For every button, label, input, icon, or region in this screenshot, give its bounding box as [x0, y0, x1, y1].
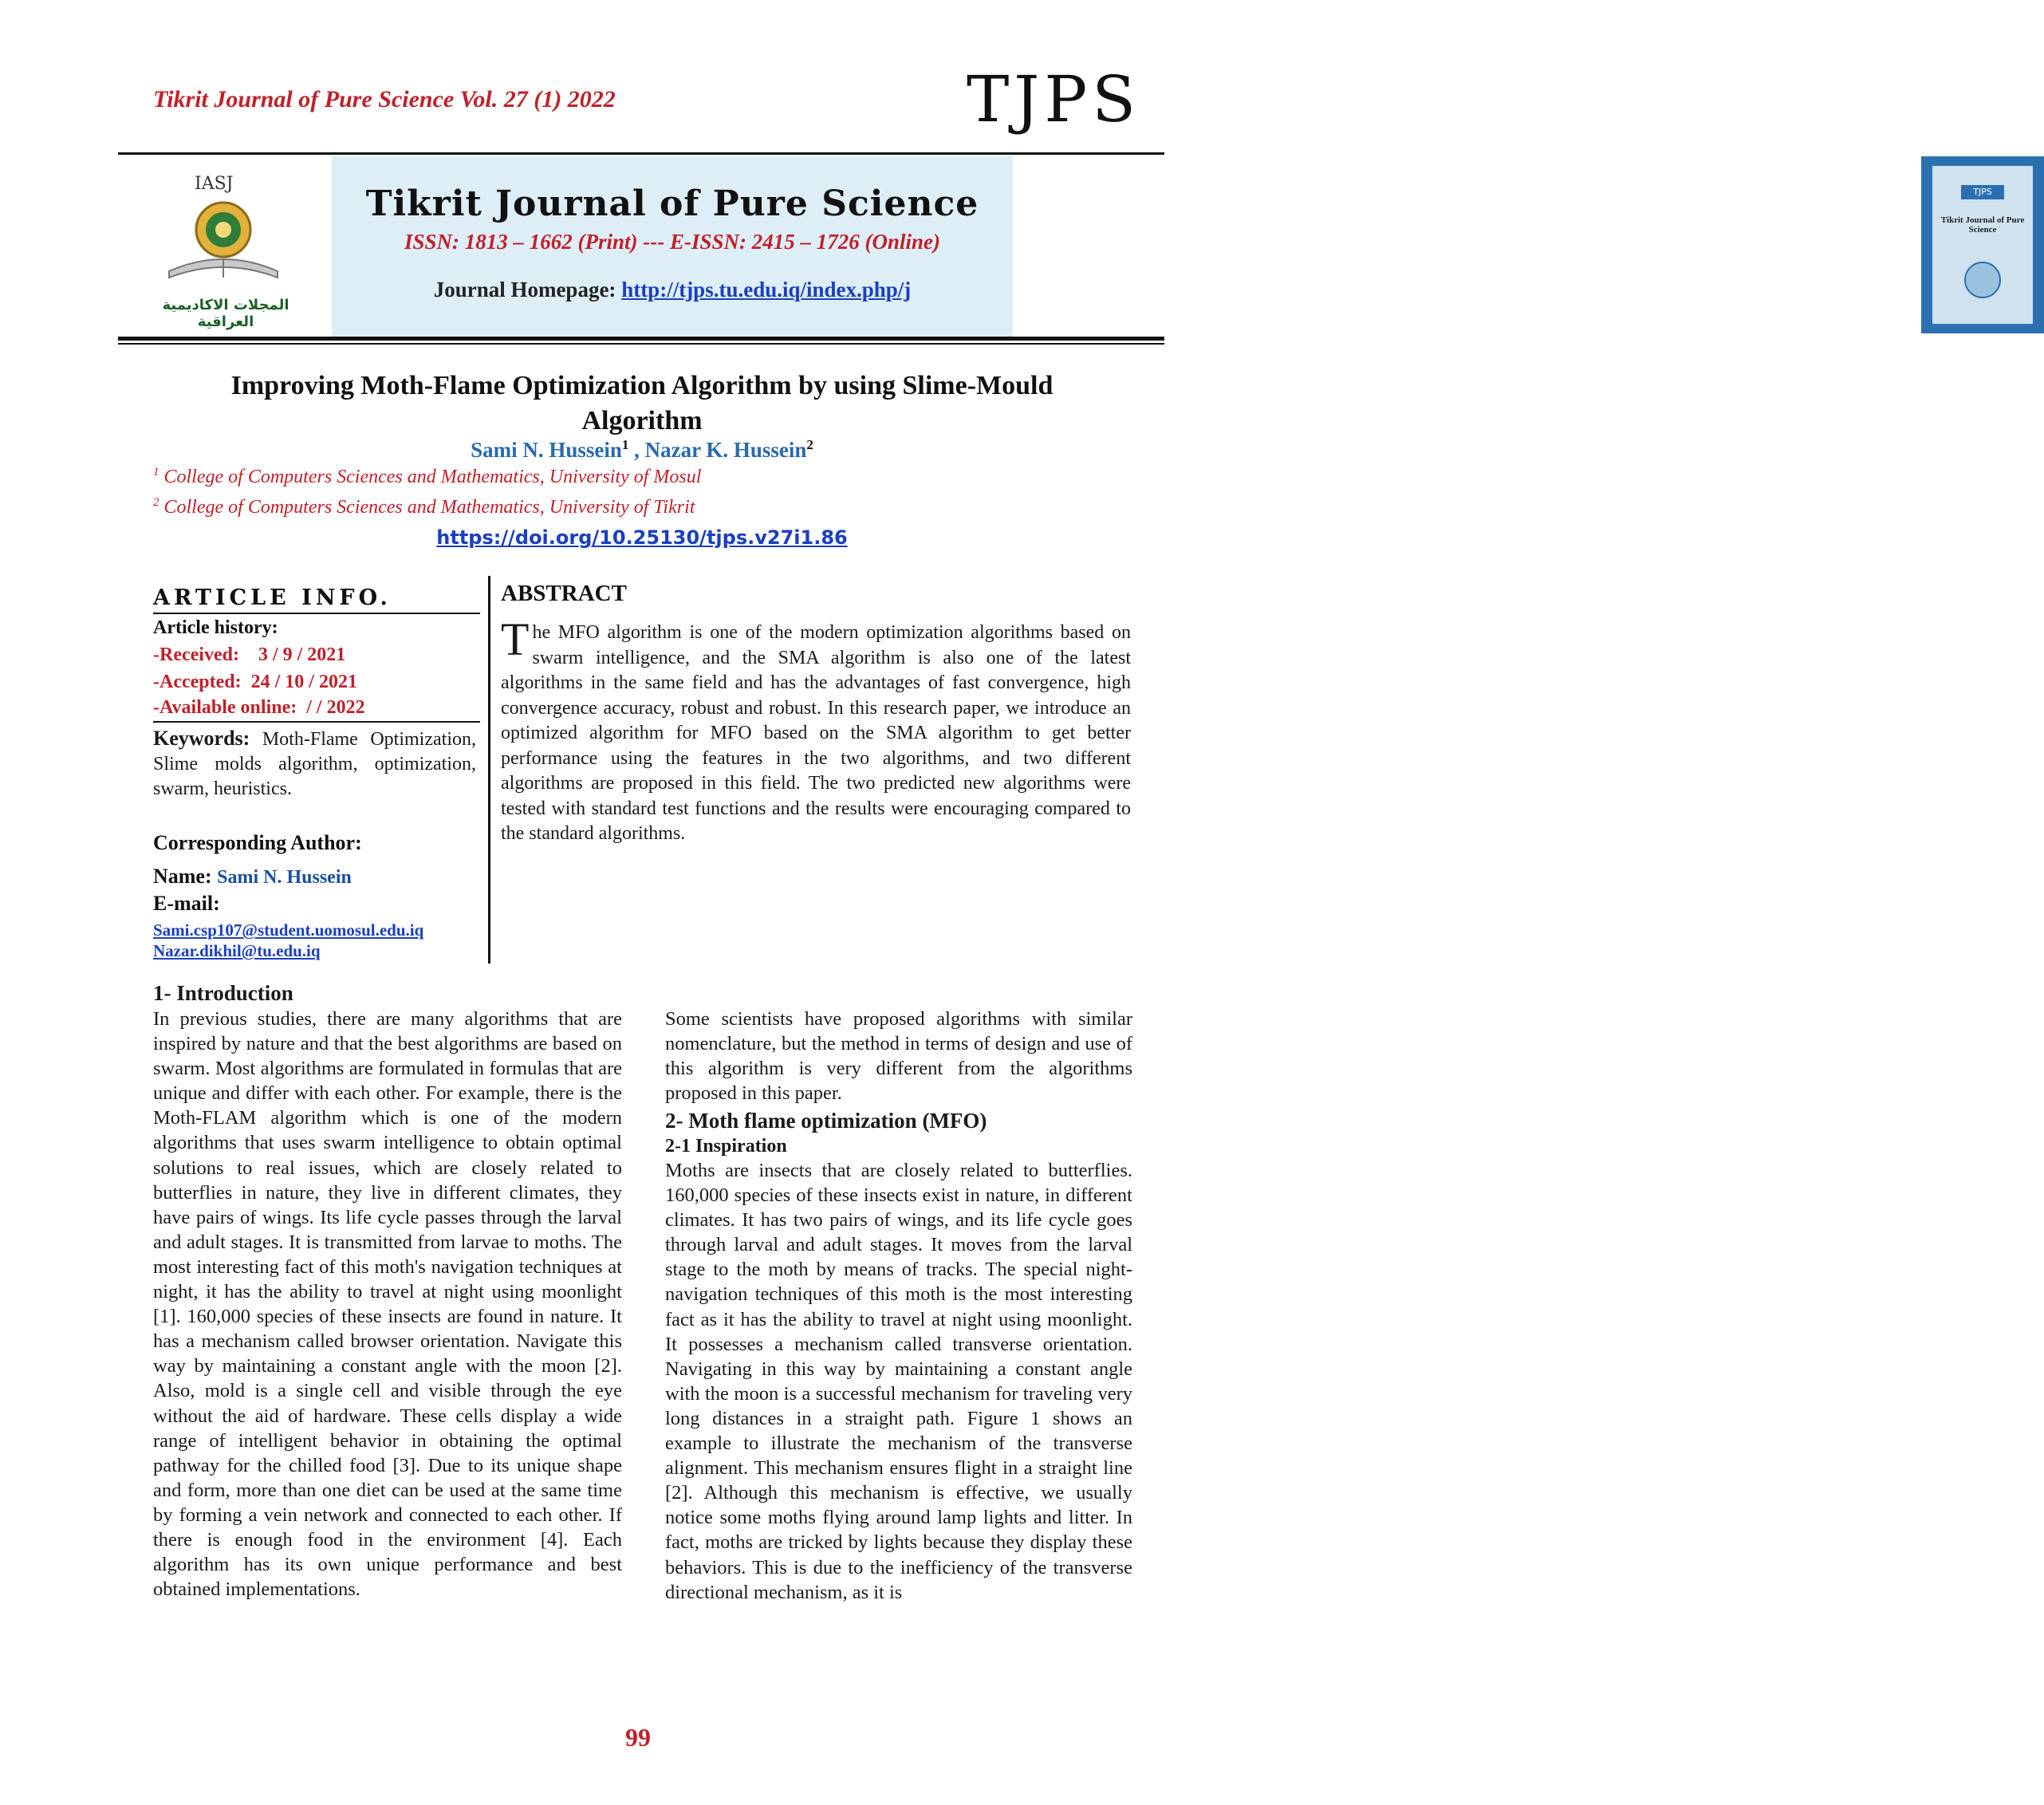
available-value: / / 2022 [301, 697, 365, 718]
iasj-logo [118, 156, 332, 337]
page-number: 99 [625, 1723, 651, 1752]
accepted-label: -Accepted: [153, 672, 242, 692]
available-row [153, 697, 365, 719]
abstract-heading: ABSTRACT [501, 581, 627, 606]
affiliation-1-text: College of Computers Sciences and Mathematics, University of Mosul [159, 467, 702, 487]
author-2: Nazar K. Hussein [644, 438, 807, 462]
inspiration-heading: 2-1 Inspiration [665, 1136, 787, 1157]
author-1: Sami N. Hussein [471, 438, 622, 462]
available-label: -Available online: [153, 697, 297, 718]
homepage-line [332, 278, 1013, 302]
abstract-dropcap: T [501, 613, 530, 665]
author-separator: , [628, 438, 645, 462]
cover-tag: TJPS [1961, 185, 2004, 199]
affiliation-2-text: College of Computers Sciences and Mathematics, University of Tikrit [159, 497, 695, 518]
cover-title: Tikrit Journal of Pure Science [1940, 215, 2025, 234]
intro-heading: 1- Introduction [153, 981, 293, 1005]
received-row [153, 644, 345, 666]
keywords-block [153, 726, 476, 802]
running-head: Tikrit Journal of Pure Science Vol. 27 (1) 2022 [153, 86, 616, 112]
paper-title-line1: Improving Moth-Flame Optimization Algorithm by using Slime-Mould [230, 371, 1054, 400]
homepage-link[interactable]: http://tjps.tu.edu.iq/index.php/j [621, 278, 912, 301]
name-label: Name: [153, 865, 218, 888]
affiliation-2-sup: 2 [153, 496, 160, 509]
right-col-paragraph-1: Some scientists have proposed algorithms with similar nomenclature, but the method in terms of design and use of this algorithm is very different from the algorithms proposed in this paper. [665, 1008, 1132, 1105]
cover-image [1921, 156, 2044, 333]
info-rule-1 [153, 613, 480, 614]
name-row [153, 865, 352, 889]
banner-center [332, 156, 1013, 337]
right-col-paragraph-2: Moths are insects that are closely related to butterflies. 160,000 species of these insects exist in nature, in different climates. It has two pairs of wings, and its life cycle goes through larval and adult stages. It moves from the larval stage to the moth by means of tracks. The special night-navigation techniques of this moth is the most interesting fact as it has the ability to travel at night using moonlight. It possesses a mechanism called transverse orientation. Navigating in this way by maintaining a constant angle with the moon is a successful mechanism for traveling very long distances in a straight path. Figure 1 shows an example to illustrate the mechanism of the transverse alignment. This mechanism ensures flight in a straight line [2]. Although this mechanism is effective, we usually notice some moths flying around lamp lights and litter. In fact, moths are tricked by lights because they display these behaviors. This is due to the inefficiency of the transverse directional mechanism, as it is [665, 1160, 1132, 1603]
abstract-body: he MFO algorithm is one of the modern optimization algorithms based on swarm intelligence, and the SMA algorithm is also one of the latest algorithms in the same field and has the advantages of fast convergence, high convergence accuracy, robust and robust. In this research paper, we introduce an optimized algorithm for MFO based on the SMA algorithm to get better performance using the features in the two algorithms, and two different algorithms are proposed in this field. The two predicted new algorithms were tested with standard test functions and the results were encouraging compared to the standard algorithms. [501, 622, 1131, 844]
accepted-row [153, 672, 357, 693]
name-value: Sami N. Hussein [217, 867, 352, 888]
journal-banner [118, 156, 2025, 337]
mfo-heading: 2- Moth flame optimization (MFO) [665, 1109, 987, 1133]
received-label: -Received: [153, 644, 239, 665]
banner-bottom-rule-thin [118, 343, 1164, 345]
accepted-value: 24 / 10 / 2021 [250, 672, 357, 692]
journal-name: Tikrit Journal of Pure Science [365, 183, 979, 224]
iasj-arabic-label: المجلات الاكاديمية العراقية [162, 297, 289, 330]
email-link-1[interactable]: Sami.csp107@student.uomosul.edu.iq [153, 920, 424, 940]
corresponding-label: Corresponding Author: [153, 831, 362, 854]
affiliation-1 [153, 466, 701, 488]
affiliation-1-sup: 1 [153, 466, 160, 479]
iasj-logo-label: IASJ [195, 174, 234, 194]
intro-text: In previous studies, there are many algorithms that are inspired by nature and that the best algorithms are based on swarm. Most algorithms are formulated in formulas that are unique and differ with each other. For example, there is the Moth-FLAM algorithm which is one of the modern algorithms that uses swarm intelligence to obtain optimal solutions to real issues, which are closely related to butterflies in nature, they live in different climates, they have pairs of wings. Its life cycle passes through the larval and adult stages. It is transmitted from larvae to moths. The most interesting fact of this moth's navigation techniques at night, it has the ability to travel at night using moonlight [1]. 160,000 species of these insects are found in nature. It has a mechanism called browser orientation. Navigate this way by maintaining a constant angle with the moon [2]. Also, mold is a single cell and visible through the eye without the aid of hardware. These cells display a wide range of intelligent behavior in obtaining the optimal pathway for the chilled food [3]. Due to its unique shape and form, more than one diet can be used at the same time by forming a vein network and connected to each other. If there is enough food in the environment [4]. Each algorithm has its own unique performance and best obtained implementations. [153, 1008, 622, 1601]
keywords-text: Moth-Flame Optimization, Slime molds algorithm, optimization, swarm, heuristics. [153, 729, 476, 799]
tjps-logo-text: TJPS [966, 62, 1140, 136]
banner-top-rule [118, 152, 1164, 155]
article-info-heading: ARTICLE INFO. [153, 585, 392, 610]
cover-emblem-icon [1963, 260, 2003, 300]
received-value: 3 / 9 / 2021 [258, 644, 346, 665]
banner-bottom-rule [118, 337, 1164, 341]
authors-line [160, 437, 1124, 463]
paper-title-line2: Algorithm [581, 406, 703, 435]
email-link-2[interactable]: Nazar.dikhil@tu.edu.iq [153, 941, 321, 960]
abstract-text [501, 613, 1131, 847]
keywords-label: Keywords: [153, 727, 250, 750]
journal-cover [1013, 156, 2025, 337]
book-emblem-icon [160, 195, 287, 282]
paper-title [160, 368, 1124, 439]
issn-line: ISSN: 1813 – 1662 (Print) --- E-ISSN: 2415 – 1726 (Online) [404, 230, 941, 254]
homepage-label: Journal Homepage: [433, 278, 622, 301]
info-divider [488, 576, 490, 964]
author-1-sup: 1 [621, 437, 629, 452]
doi-link[interactable]: https://doi.org/10.25130/tjps.v27i1.86 [436, 526, 848, 549]
author-2-sup: 2 [806, 437, 813, 452]
affiliation-2 [153, 496, 695, 518]
article-history-label: Article history: [153, 617, 278, 638]
info-rule-2 [153, 721, 480, 723]
email-label: E-mail: [153, 892, 220, 915]
